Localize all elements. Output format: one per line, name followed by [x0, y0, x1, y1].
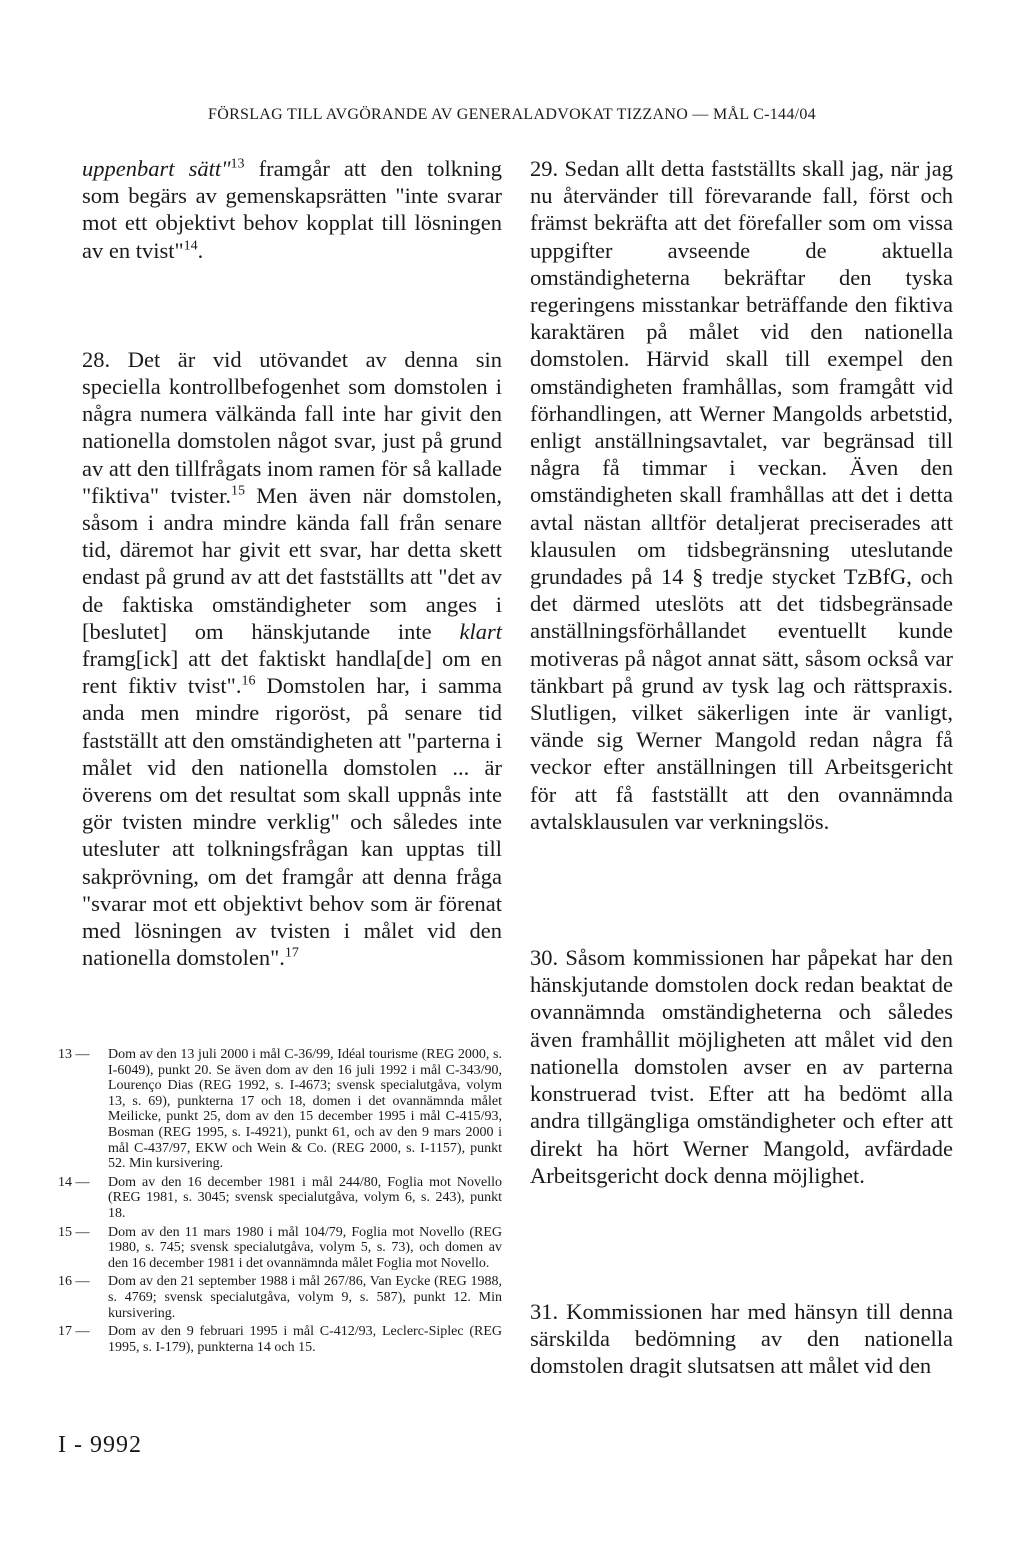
paragraph-text: . — [197, 237, 204, 263]
paragraph-text: framg[ick] att det faktiskt handla[de] om en rent fiktiv tvist". — [82, 646, 502, 699]
footnote-number: 14 — — [58, 1174, 90, 1190]
left-column — [82, 155, 502, 971]
right-column — [530, 155, 953, 1380]
paragraph-31: 31. Kommissionen har med hänsyn till denna särskilda bedömning av den nationella domstolen dragit slutsatsen att målet vid den — [530, 1298, 953, 1379]
paragraph-28 — [82, 346, 502, 972]
footnote-number: 15 — — [58, 1224, 90, 1240]
footnote-17 — [58, 1324, 502, 1355]
footnote-number: 16 — — [58, 1274, 90, 1290]
footnote-14 — [58, 1175, 502, 1222]
page-number: I - 9992 — [58, 1432, 142, 1458]
footnote-13 — [58, 1047, 502, 1172]
paragraph-text: 28. Det är vid utövandet av denna sin speciella kontrollbefogenhet som domstolen i några numera välkända fall inte har givit den nationella domstolen något svar, just på grund av att den tillfrågats inom ramen för så kallade "fiktiva" tvister. — [82, 346, 502, 508]
footnote-15 — [58, 1225, 502, 1272]
footnote-number: 13 — — [58, 1047, 90, 1062]
footnote-text: Dom av den 16 december 1981 i mål 244/80, Foglia mot Novello (REG 1981, s. 3045; svensk specialutgåva, volym 6, s. 243), punkt 18. — [108, 1174, 502, 1221]
paragraph-29: 29. Sedan allt detta fastställts skall jag, när jag nu återvänder till förevarande fall, först och främst bekräfta att det förefaller som om vissa uppgifter avseende de aktuella omständigheterna bekräftar den tyska regeringens misstankar beträffande den fiktiva karaktären på målet vid den nationella domstolen. Härvid skall till exempel den omständigheten framhållas, som framgått vid förhandlingen, att Werner Mangolds arbetstid, enligt anställningsavtalet, var begränsad till några få timmar i veckan. Även den omständigheten skall framhållas att det i detta avtal nästan alltför detaljerat preciserades att klausulen om tidsbegränsning uteslutande grundades på 14 § tredje stycket TzBfG, och det därmed uteslöts att det tidsbegränsade anställningsförhållandet eventuellt kunde motiveras på något annat sätt, såsom också var tänkbart på grund av tysk lag och rättspraxis. Slutligen, vilket säkerligen inte är vanligt, vände sig Werner Mangold redan några få veckor efter anställningen till Arbeitsgericht för att få fastställt att den ovannämnda avtalsklausulen var verkningslös. — [530, 156, 953, 834]
footnote-ref-14[interactable]: 14 — [183, 238, 198, 254]
footnote-number: 17 — — [58, 1324, 90, 1340]
footnote-ref-16[interactable]: 16 — [241, 673, 256, 689]
paragraph-text: Men även när domstolen, såsom i andra mindre kända fall från senare tid, däremot har givit ett svar, har detta skett endast på grund av att det fastställts att "det av de faktiska omständigheter som anges i [beslutet] om hänskjutande inte — [82, 482, 502, 644]
italic-text: klart — [459, 618, 502, 644]
footnote-text: Dom av den 21 september 1988 i mål 267/86, Van Eycke (REG 1988, s. 4769; svensk specialutgåva, volym 9, s. 587), punkt 12. Min kursivering. — [108, 1274, 502, 1321]
paragraph-30: 30. Såsom kommissionen har påpekat har den hänskjutande domstolen dock redan beaktat de ovannämnda omständigheterna och således även framhållit möjligheten att målet vid den nationella domstolen avser en av parterna konstruerad tvist. Efter att ha bedömt alla andra tillgängliga omständigheter och efter att direkt ha hört Werner Mangold, avfärdade Arbeitsgericht dock denna möjlighet. — [530, 945, 953, 1188]
running-header: FÖRSLAG TILL AVGÖRANDE AV GENERALADVOKAT TIZZANO — MÅL C-144/04 — [208, 106, 816, 123]
footnote-text: Dom av den 11 mars 1980 i mål 104/79, Foglia mot Novello (REG 1980, s. 745; svensk specialutgåva, volym 5, s. 73), och domen av den 16 december 1981 i det ovannämnda målet Foglia mot Novello. — [108, 1224, 502, 1271]
paragraph-continuation — [82, 155, 502, 264]
paragraph-text: Domstolen har, i samma anda men mindre rigoröst, på senare tid fastställt att den omständigheten att "parterna i målet vid den nationella domstolen ... är överens om det resultat som skall uppnås inte gör tvisten mindre verklig" och således inte utesluter att tolkningsfrågan kan upptas till sakprövning, om det framgår att denna fråga "svarar mot ett objektivt behov som är förenat med lösningen av tvisten i målet vid den nationella domstolen". — [82, 673, 502, 971]
footnote-ref-17[interactable]: 17 — [284, 945, 299, 961]
footnote-ref-13[interactable]: 13 — [230, 156, 245, 172]
italic-text: uppenbart sätt" — [82, 156, 231, 181]
footnotes — [58, 1047, 502, 1358]
footnote-ref-15[interactable]: 15 — [231, 483, 246, 499]
footnote-text: Dom av den 13 juli 2000 i mål C-36/99, Idéal tourisme (REG 2000, s. I-6049), punkt 20. Se även dom av den 16 juli 1992 i mål C-343/90, Lourenço Dias (REG 1992, s. I-4673; svensk specialutgåva, volym 13, s. 69), punkterna 17 och 18, domen i det ovannämnda målet Meilicke, punkt 25, dom av den 15 december 1995 i mål C-415/93, Bosman (REG 1995, s. I-4921), punkt 61, och av den 9 mars 2000 i mål C-437/97, EKW och Wein & Co. (REG 2000, s. I-1157), punkt 52. Min kursivering. — [108, 1047, 502, 1172]
footnote-16 — [58, 1274, 502, 1321]
paragraph-text: framgår att den tolkning som begärs av gemenskapsrätten "inte svarar mot ett objektivt behov kopplat till lösningen av en tvist" — [82, 156, 503, 263]
footnote-text: Dom av den 9 februari 1995 i mål C-412/93, Leclerc-Siplec (REG 1995, s. I-179), punkterna 14 och 15. — [108, 1324, 502, 1355]
